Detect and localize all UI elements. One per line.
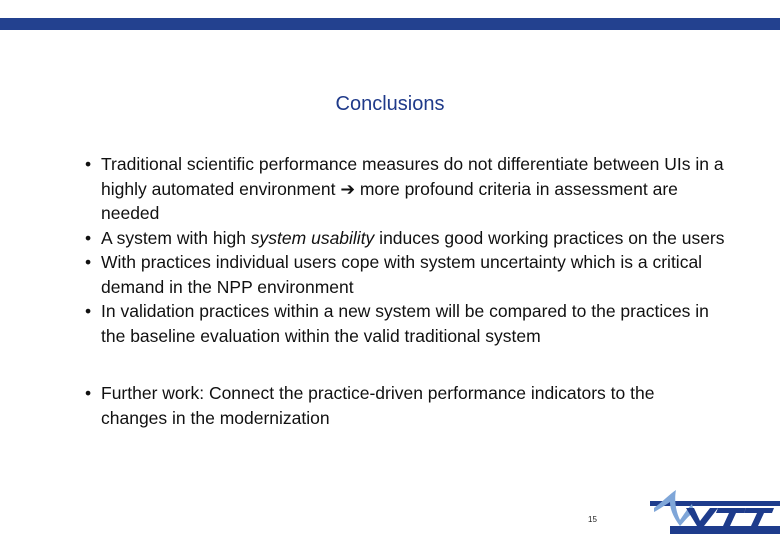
- bullet-item: [85, 381, 725, 430]
- bullet-text: In validation practices within a new system will be compared to the practices in the baseline evaluation within the valid traditional system: [101, 301, 709, 346]
- slide-title: Conclusions: [335, 93, 445, 115]
- bullet-dot: •: [85, 301, 92, 321]
- bullet-text: A system with high: [101, 227, 251, 248]
- bullet-text: Traditional scientific performance measures do not differentiate between UIs in a highly automated environment: [101, 154, 724, 199]
- bullet-item: [85, 299, 725, 348]
- bullet-dot: •: [85, 227, 92, 248]
- vtt-logo-icon: [650, 488, 780, 540]
- bullet-item: [85, 152, 725, 226]
- italic-term: system usability: [250, 227, 375, 248]
- bullet-dot: •: [85, 383, 92, 403]
- top-color-bar: [0, 0, 780, 30]
- page-number: 15: [588, 515, 597, 524]
- bullet-list: [85, 152, 725, 430]
- bullet-dot: •: [85, 154, 92, 174]
- bullet-text: Further work: Connect the practice-driven performance indicators to the changes in the modernization: [101, 383, 655, 428]
- bullet-text: more profound criteria in assessment are needed: [101, 178, 678, 223]
- bullet-dot: •: [85, 252, 92, 272]
- arrow-icon: ➔: [340, 178, 355, 199]
- bullet-text: With practices individual users cope with system uncertainty which is a critical demand in the NPP environment: [101, 252, 703, 297]
- bullet-text: induces good working practices on the users: [374, 227, 725, 248]
- bullet-item: [85, 226, 725, 251]
- bullet-item: [85, 250, 725, 299]
